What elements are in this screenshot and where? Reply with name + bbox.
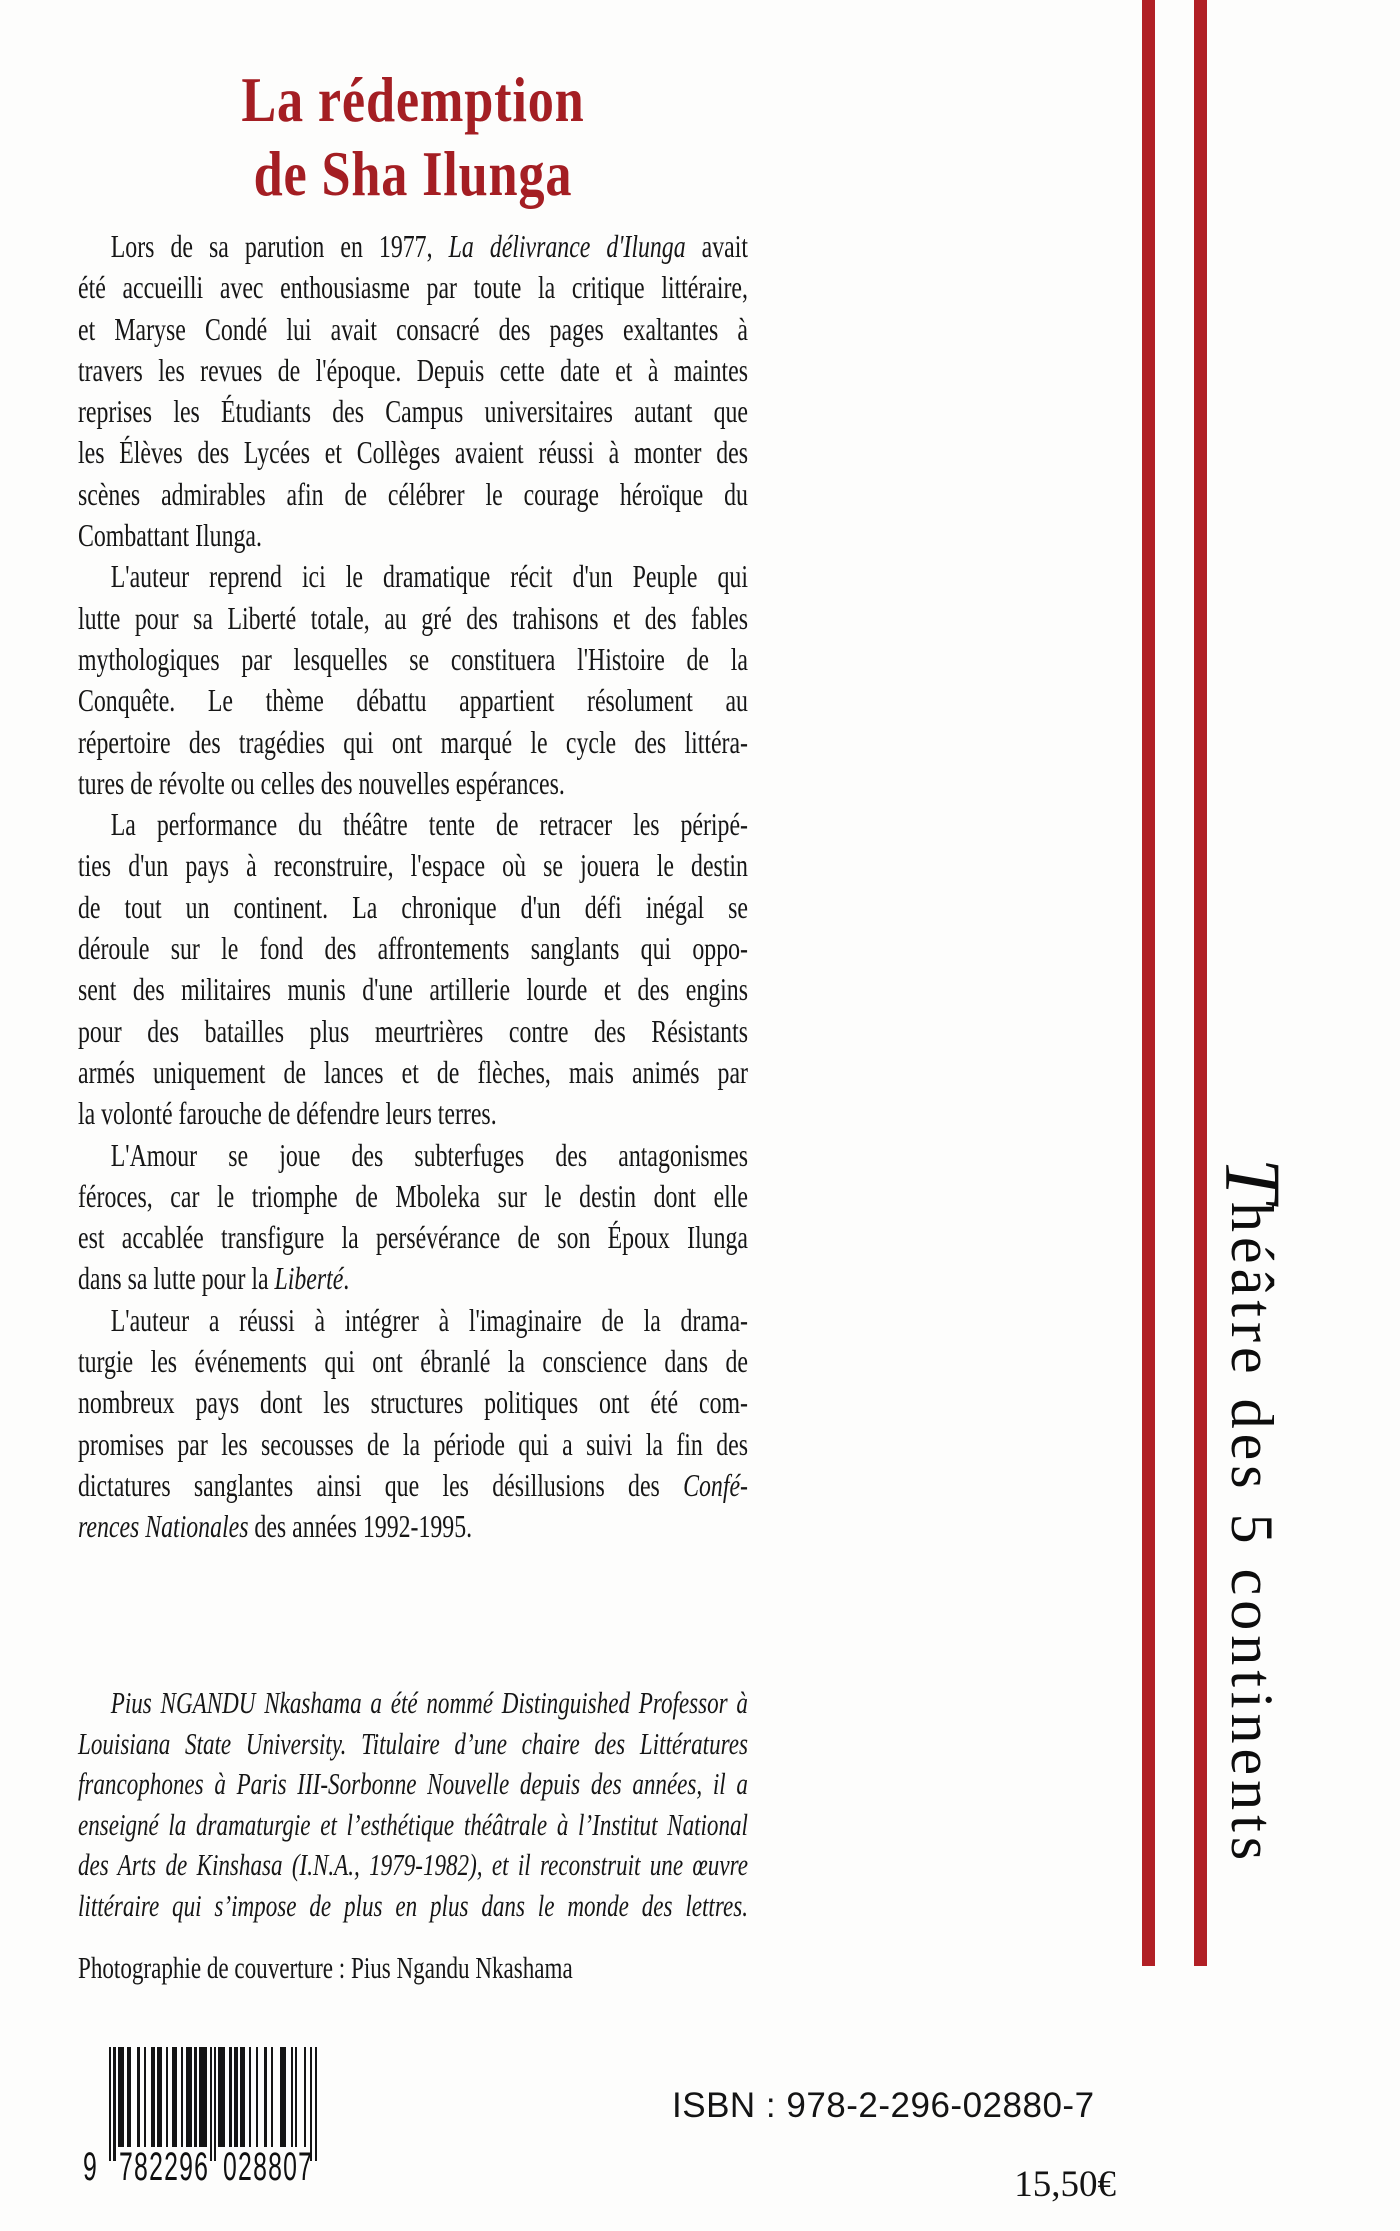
- text-segment: mythologiques par lesquelles se constituera l'Histoire de la: [78, 640, 748, 677]
- text-segment: ties d'un pays à reconstruire, l'espace où se jouera le destin: [78, 847, 748, 884]
- ean13-barcode: [85, 2047, 335, 2189]
- text-segment: pour des batailles plus meurtrières contre des Résistants: [78, 1012, 748, 1049]
- text-line: [78, 1135, 748, 1176]
- book-title-line1: La rédemption: [241, 63, 585, 135]
- text-segment: littéraire qui s’impose de plus en plus dans le monde des lettres.: [78, 1887, 748, 1923]
- paragraph: [78, 1300, 748, 1548]
- barcode-bar: [315, 2047, 317, 2161]
- text-segment: Lors de sa parution en 1977,: [110, 228, 449, 264]
- text-line: [78, 1382, 748, 1423]
- text-segment: des Arts de Kinshasa (I.N.A., 1979-1982), et il reconstruit une œuvre: [78, 1847, 748, 1883]
- paragraph: [78, 804, 748, 1134]
- text-line: [78, 474, 748, 515]
- text-line: [78, 1011, 748, 1052]
- barcode-digits-group2: 028807: [223, 2145, 314, 2189]
- text-segment: dictatures sanglantes ainsi que les désillusions des: [78, 1466, 684, 1503]
- text-line: [78, 226, 748, 267]
- series-title-vertical: [1206, 1158, 1297, 1970]
- price-text: 15,50€: [1014, 2164, 1116, 2205]
- text-segment: La délivrance d'Ilunga: [448, 228, 686, 264]
- series-title-segment: T: [1208, 1158, 1296, 1203]
- text-segment: lutte pour sa Liberté totale, au gré des trahisons et des fables: [78, 599, 748, 636]
- text-line: [78, 969, 748, 1010]
- text-segment: L'auteur a réussi à intégrer à l'imaginaire de la drama-: [110, 1301, 748, 1338]
- text-line: [78, 1424, 748, 1465]
- text-segment: scènes admirables afin de célébrer le courage héroïque du: [78, 475, 748, 512]
- text-line: [78, 1683, 748, 1724]
- text-segment: francophones à Paris III-Sorbonne Nouvelle depuis des années, il a: [78, 1766, 748, 1802]
- synopsis-text: [78, 226, 748, 1548]
- text-segment: Confé-: [683, 1466, 748, 1503]
- text-segment: travers les revues de l'époque. Depuis cette date et à maintes: [78, 351, 748, 388]
- text-segment: .: [343, 1260, 350, 1297]
- text-line: [78, 309, 748, 350]
- text-line: [78, 1724, 748, 1765]
- text-line: [78, 887, 748, 928]
- text-line: [78, 680, 748, 721]
- text-line: [78, 845, 748, 886]
- text-line: [78, 1805, 748, 1846]
- text-line: [78, 639, 748, 680]
- text-segment: Louisiana State University. Titulaire d’une chaire des Littératures: [78, 1725, 748, 1761]
- text-line: [78, 515, 748, 556]
- text-segment: turgie les événements qui ont ébranlé la conscience dans de: [78, 1343, 748, 1380]
- text-line: [78, 1341, 748, 1382]
- text-segment: reprises les Étudiants des Campus universitaires autant que: [78, 393, 748, 430]
- text-segment: de tout un continent. La chronique d'un défi inégal se: [78, 888, 748, 925]
- text-segment: féroces, car le triomphe de Mboleka sur le destin dont elle: [78, 1177, 748, 1214]
- text-line: [78, 1176, 748, 1217]
- text-segment: avait: [685, 228, 748, 264]
- barcode-bars: [109, 2047, 317, 2161]
- text-line: [78, 350, 748, 391]
- text-line: [78, 1052, 748, 1093]
- barcode-digits-group1: 782296: [119, 2145, 210, 2189]
- text-line: [78, 598, 748, 639]
- text-line: [78, 1258, 748, 1299]
- paragraph: [78, 1135, 748, 1300]
- paragraph: [78, 226, 748, 556]
- text-line: [78, 1764, 748, 1805]
- text-segment: enseigné la dramaturgie et l’esthétique théâtrale à l’Institut National: [78, 1806, 748, 1842]
- text-segment: répertoire des tragédies qui ont marqué le cycle des littéra-: [78, 723, 748, 760]
- text-line: [78, 556, 748, 597]
- text-line: [78, 432, 748, 473]
- text-segment: été accueilli avec enthousiasme par toute la critique littéraire,: [78, 269, 748, 306]
- text-segment: dans sa lutte pour la: [78, 1260, 275, 1297]
- text-line: [78, 267, 748, 308]
- text-segment: rences Nationales: [78, 1508, 249, 1545]
- text-segment: armés uniquement de lances et de flèches, mais animés par: [78, 1053, 748, 1090]
- author-bio-text: [78, 1683, 748, 1927]
- text-line: [78, 391, 748, 432]
- text-segment: déroule sur le fond des affrontements sanglants qui oppo-: [78, 930, 748, 967]
- paragraph: [78, 556, 748, 804]
- text-segment: L'Amour se joue des subterfuges des antagonismes: [110, 1136, 748, 1173]
- text-line: [78, 1217, 748, 1258]
- text-segment: la volonté farouche de défendre leurs terres.: [78, 1095, 497, 1132]
- text-segment: Liberté: [274, 1260, 344, 1297]
- text-line: [78, 1465, 748, 1506]
- text-segment: L'auteur reprend ici le dramatique récit d'un Peuple qui: [110, 558, 748, 595]
- text-segment: est accablée transfigure la persévérance de son Époux Ilunga: [78, 1219, 748, 1256]
- text-segment: promises par les secousses de la période qui a suivi la fin des: [78, 1425, 748, 1462]
- text-line: [78, 1886, 748, 1927]
- series-title-segment: héâtre des 5 continents: [1219, 1202, 1285, 1866]
- book-title: [78, 63, 748, 211]
- text-segment: La performance du théâtre tente de retracer les péripé-: [110, 806, 748, 843]
- text-line: [78, 1506, 748, 1547]
- book-title-line2: de Sha Ilunga: [253, 137, 573, 209]
- text-segment: sent des militaires munis d'une artillerie lourde et des engins: [78, 971, 748, 1008]
- text-segment: Pius NGANDU Nkashama a été nommé Distinguished Professor à: [110, 1685, 748, 1720]
- text-line: [78, 804, 748, 845]
- text-line: [78, 1093, 748, 1134]
- text-segment: tures de révolte ou celles des nouvelles espérances.: [78, 764, 565, 801]
- series-band-stripe-inner: [1142, 0, 1155, 1966]
- text-line: [78, 1300, 748, 1341]
- paragraph: [78, 1683, 748, 1927]
- isbn-text: ISBN : 978-2-296-02880-7: [672, 2086, 1095, 2125]
- text-line: [78, 763, 748, 804]
- text-segment: Conquête. Le thème débattu appartient résolument au: [78, 682, 748, 719]
- text-segment: des années 1992-1995.: [248, 1508, 473, 1545]
- text-segment: et Maryse Condé lui avait consacré des pages exaltantes à: [78, 310, 748, 347]
- text-line: [78, 722, 748, 763]
- photo-credit: Photographie de couverture : Pius Ngandu Nkashama: [78, 1950, 573, 1985]
- text-segment: nombreux pays dont les structures politiques ont été com-: [78, 1384, 748, 1421]
- barcode-digit-lead: 9: [83, 2145, 99, 2189]
- text-segment: Combattant Ilunga.: [78, 517, 262, 554]
- text-line: [78, 1845, 748, 1886]
- text-line: [78, 928, 748, 969]
- text-segment: les Élèves des Lycées et Collèges avaient réussi à monter des: [78, 434, 748, 471]
